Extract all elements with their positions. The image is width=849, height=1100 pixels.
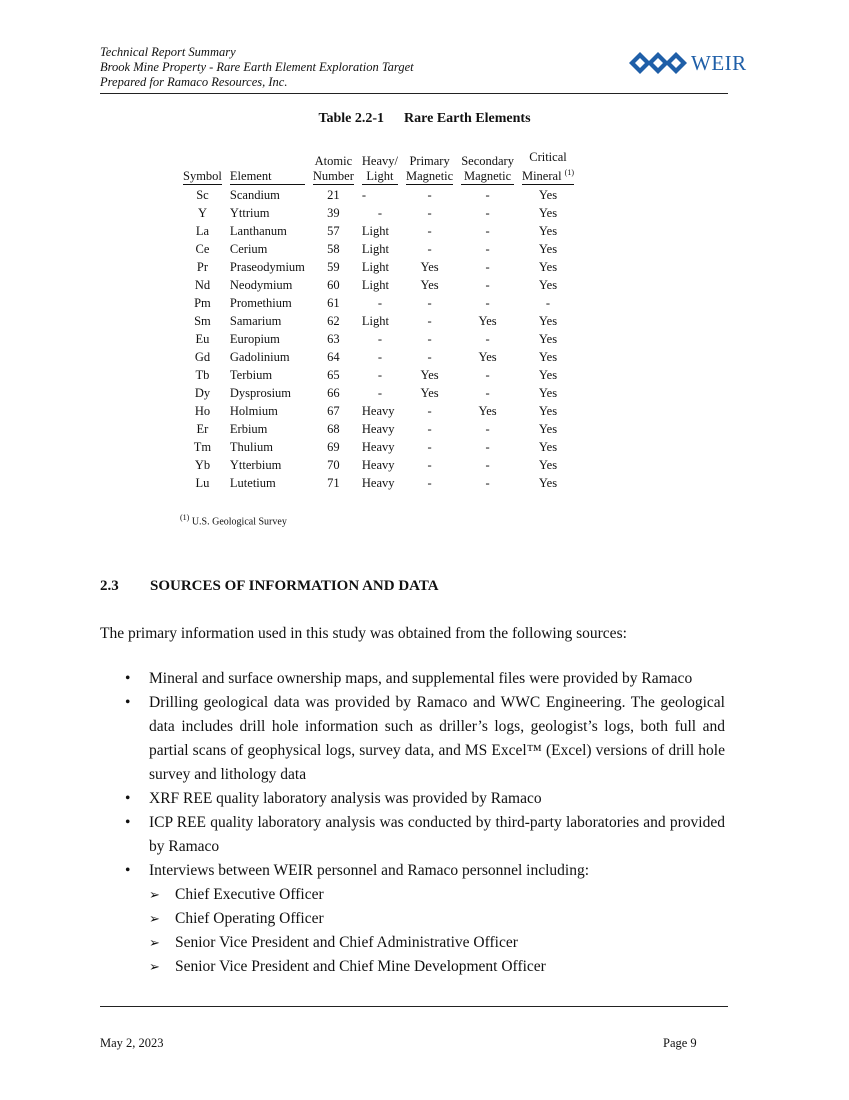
rare-earth-elements-table: [179, 150, 578, 492]
col-critical-mineral: Critical Mineral $^{(1)}$: [521, 150, 574, 184]
section-title: SOURCES OF INFORMATION AND DATA: [150, 578, 439, 594]
sub-list-item: ➢ Chief Operating Officer: [149, 907, 725, 931]
bullet-icon: •: [125, 862, 131, 879]
table-row: Tm Thulium 69 Heavy - - Yes: [193, 440, 558, 455]
table-row: La Lanthanum 57 Light - - Yes: [195, 224, 558, 239]
footer-divider: [100, 1006, 728, 1007]
arrow-bullet-icon: ➢: [149, 911, 160, 926]
table-row: Pm Promethium 61 - - - -: [194, 296, 551, 311]
arrow-bullet-icon: ➢: [149, 887, 160, 902]
table-title: Rare Earth Elements: [404, 111, 531, 126]
list-item: • Mineral and surface ownership maps, and supplemental files were provided by Ramaco: [123, 667, 725, 691]
page-number: Page 9: [663, 1036, 697, 1050]
table-row: Nd Neodymium 60 Light Yes - Yes: [194, 278, 558, 293]
table-header-row: [179, 150, 578, 186]
sources-list: [123, 667, 725, 979]
table-row: Tb Terbium 65 - Yes - Yes: [195, 368, 558, 383]
col-primary-magnetic: Primary Magnetic: [405, 154, 454, 184]
section-number: 2.3: [100, 578, 119, 594]
bullet-icon: •: [125, 670, 131, 687]
header-divider: [100, 93, 728, 94]
sub-list-item: ➢ Senior Vice President and Chief Administrative Officer: [149, 931, 725, 955]
col-element: Element: [226, 150, 309, 186]
footnote-mark: (1): [180, 513, 190, 522]
list-item: • Interviews between WEIR personnel and Ramaco personnel including: ➢ Chief Executive Officer ➢ Chief Operating Officer ➢ Senior Vice President and Chief Administrative Officer ➢ Senior Vice President and Chief Mine Development Officer: [123, 859, 725, 979]
table-number: Table 2.2-1: [318, 111, 385, 126]
sub-list-item: ➢ Senior Vice President and Chief Mine Development Officer: [149, 955, 725, 979]
bullet-icon: •: [125, 814, 131, 831]
bullet-icon: •: [125, 694, 131, 711]
table-row: Er Erbium 68 Heavy - - Yes: [196, 422, 558, 437]
table-row: Pr Praseodymium 59 Light Yes - Yes: [196, 260, 558, 275]
arrow-bullet-icon: ➢: [149, 935, 160, 950]
table-row: Lu Lutetium 71 Heavy - - Yes: [195, 476, 558, 491]
weir-logo: [627, 50, 747, 76]
table-caption: [0, 111, 849, 127]
weir-diamonds-icon: [627, 50, 689, 76]
footer-date: May 2, 2023: [100, 1036, 164, 1050]
table-row: Ce Cerium 58 Light - - Yes: [195, 242, 558, 257]
col-atomic-number: Atomic Number: [312, 154, 354, 184]
header-report-type: Technical Report Summary: [100, 45, 236, 59]
list-item: • XRF REE quality laboratory analysis was provided by Ramaco: [123, 787, 725, 811]
table-row: Dy Dysprosium 66 - Yes - Yes: [194, 386, 558, 401]
col-secondary-magnetic: Secondary Magnetic: [461, 154, 514, 184]
table-row: Gd Gadolinium 64 - - Yes Yes: [194, 350, 558, 365]
personnel-sublist: [149, 883, 725, 979]
table-row: Y Yttrium 39 - - - Yes: [197, 206, 558, 221]
col-symbol: Symbol: [183, 169, 222, 184]
sub-list-item: ➢ Chief Executive Officer: [149, 883, 725, 907]
list-item: • Drilling geological data was provided by Ramaco and WWC Engineering. The geological data includes drill hole information such as driller’s logs, geologist’s logs, both full and partial scans of geophysical logs, survey data, and MS Excel™ (Excel) versions of drill hole survey and lithology data: [123, 691, 725, 787]
table-row: Yb Ytterbium 70 Heavy - - Yes: [194, 458, 558, 473]
table-row: Eu Europium 63 - - - Yes: [195, 332, 558, 347]
footnote-text: U.S. Geological Survey: [191, 516, 287, 528]
col-heavy-light: Heavy/ Light: [361, 154, 398, 184]
table-row: Sc Scandium 21 - - - Yes: [196, 188, 558, 203]
bullet-icon: •: [125, 790, 131, 807]
intro-paragraph: The primary information used in this study was obtained from the following sources:: [100, 625, 627, 642]
arrow-bullet-icon: ➢: [149, 959, 160, 974]
table-footnote: [180, 513, 287, 527]
header-property: Brook Mine Property - Rare Earth Element Exploration Target: [100, 60, 414, 74]
logo-text: WEIR: [691, 50, 747, 75]
header-prepared-for: Prepared for Ramaco Resources, Inc.: [100, 75, 288, 89]
table-body: [179, 186, 578, 492]
table-row: Ho Holmium 67 Heavy - Yes Yes: [194, 404, 558, 419]
table-row: Sm Samarium 62 Light - Yes Yes: [194, 314, 558, 329]
section-heading: [100, 578, 439, 595]
list-item: • ICP REE quality laboratory analysis was conducted by third-party laboratories and provided by Ramaco: [123, 811, 725, 859]
